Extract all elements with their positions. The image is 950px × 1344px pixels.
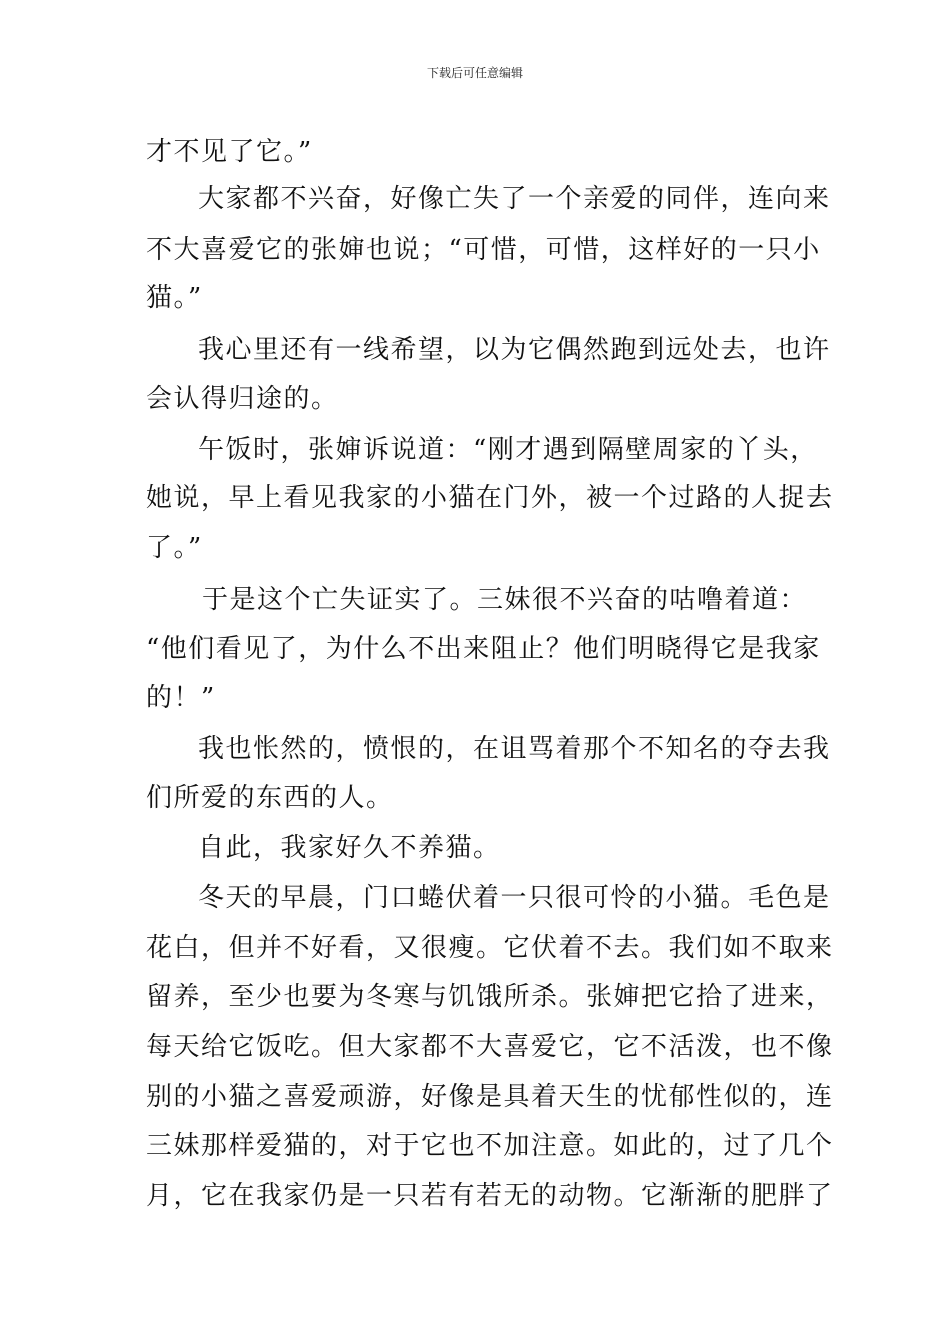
text-line: 猫。” (146, 283, 203, 313)
text-line: “他们看见了，为什么不出来阻止？他们明晓得它是我家 (146, 634, 821, 664)
text-line: 她说，早上看见我家的小猫在门外，被一个过路的人捉去 (146, 483, 834, 513)
text-line: 不大喜爱它的张婶也说；“可惜，可惜，这样好的一只小 (146, 235, 821, 265)
text-line: 大家都不兴奋，好像亡失了一个亲爱的同伴，连向来 (198, 184, 831, 214)
text-line: 自此，我家好久不养猫。 (198, 833, 501, 863)
text-line: 的！” (146, 683, 216, 713)
text-line: 冬天的早晨，门口蜷伏着一只很可怜的小猫。毛色是 (198, 883, 831, 913)
text-line: 每天给它饭吃。但大家都不大喜爱它，它不活泼，也不像 (146, 1032, 834, 1062)
text-line: 我也怅然的，愤恨的，在诅骂着那个不知名的夺去我 (198, 734, 831, 764)
text-line: 才不见了它。” (146, 137, 313, 167)
text-line: 别的小猫之喜爱顽游，好像是具着天生的忧郁性似的，连 (146, 1082, 834, 1112)
text-line: 于是这个亡失证实了。三妹很不兴奋的咕噜着道： (202, 585, 808, 615)
text-line: 月，它在我家仍是一只若有若无的动物。它渐渐的肥胖了 (146, 1181, 834, 1211)
page-header: 下载后可任意编辑 (426, 66, 523, 80)
text-line: 花白，但并不好看，又很瘦。它伏着不去。我们如不取来 (146, 933, 834, 963)
text-line: 留养，至少也要为冬寒与饥饿所杀。张婶把它拾了进来， (146, 982, 834, 1012)
text-line: 我心里还有一线希望，以为它偶然跑到远处去，也许 (198, 335, 831, 365)
text-line: 三妹那样爱猫的，对于它也不加注意。如此的，过了几个 (146, 1131, 834, 1161)
text-line: 午饭时，张婶诉说道：“刚才遇到隔壁周家的丫头， (198, 435, 818, 465)
text-line: 了。” (146, 533, 203, 563)
text-line: 会认得归途的。 (146, 384, 339, 414)
text-line: 们所爱的东西的人。 (146, 783, 394, 813)
